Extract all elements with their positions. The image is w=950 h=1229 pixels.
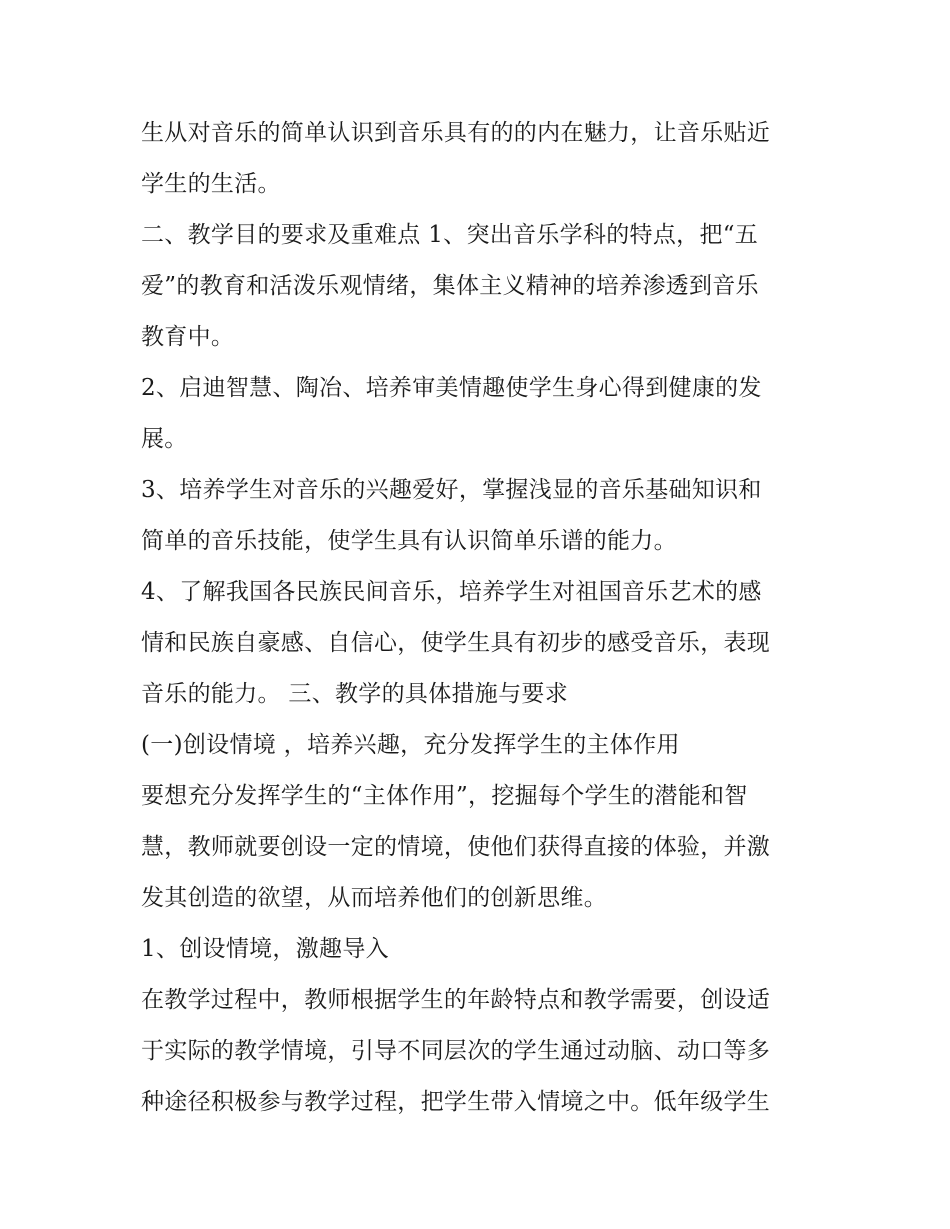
text-line: 在教学过程中，教师根据学生的年龄特点和教学需要，创设适 [141,987,771,1013]
text-line: 情和民族自豪感、自信心，使学生具有初步的感受音乐，表现 [141,630,771,656]
text-line: 爱”的教育和活泼乐观情绪，集体主义精神的培养渗透到音乐 [141,273,759,299]
subheading-line: (一)创设情境 ，培养兴趣，充分发挥学生的主体作用 [141,732,680,758]
section-heading-line: 二、教学目的要求及重难点 1、突出音乐学科的特点，把“五 [141,222,759,248]
text-line: 展。 [141,426,188,452]
text-line: 慧，教师就要创设一定的情境，使他们获得直接的体验，并激 [141,834,771,860]
subheading-line: 1、创设情境，激趣导入 [141,936,389,962]
text-line: 3、培养学生对音乐的兴趣爱好，掌握浅显的音乐基础知识和 [141,477,762,503]
text-line: 4、了解我国各民族民间音乐，培养学生对祖国音乐艺术的感 [141,579,762,605]
text-line: 生从对音乐的简单认识到音乐具有的的内在魅力，让音乐贴近 [141,120,771,146]
text-line: 学生的生活。 [141,171,281,197]
text-line: 教育中。 [141,324,235,350]
text-line: 2、启迪智慧、陶冶、培养审美情趣使学生身心得到健康的发 [141,375,762,401]
text-line: 发其创造的欲望，从而培养他们的创新思维。 [141,885,607,911]
text-line: 于实际的教学情境，引导不同层次的学生通过动脑、动口等多 [141,1038,771,1064]
text-line: 简单的音乐技能，使学生具有认识简单乐谱的能力。 [141,528,677,554]
text-line: 要想充分发挥学生的“主体作用”，挖掘每个学生的潜能和智 [141,783,748,809]
section-heading-line: 音乐的能力。 三、教学的具体措施与要求 [141,681,569,707]
document-body [141,108,821,1128]
text-line: 种途径积极参与教学过程，把学生带入情境之中。低年级学生 [141,1089,771,1115]
